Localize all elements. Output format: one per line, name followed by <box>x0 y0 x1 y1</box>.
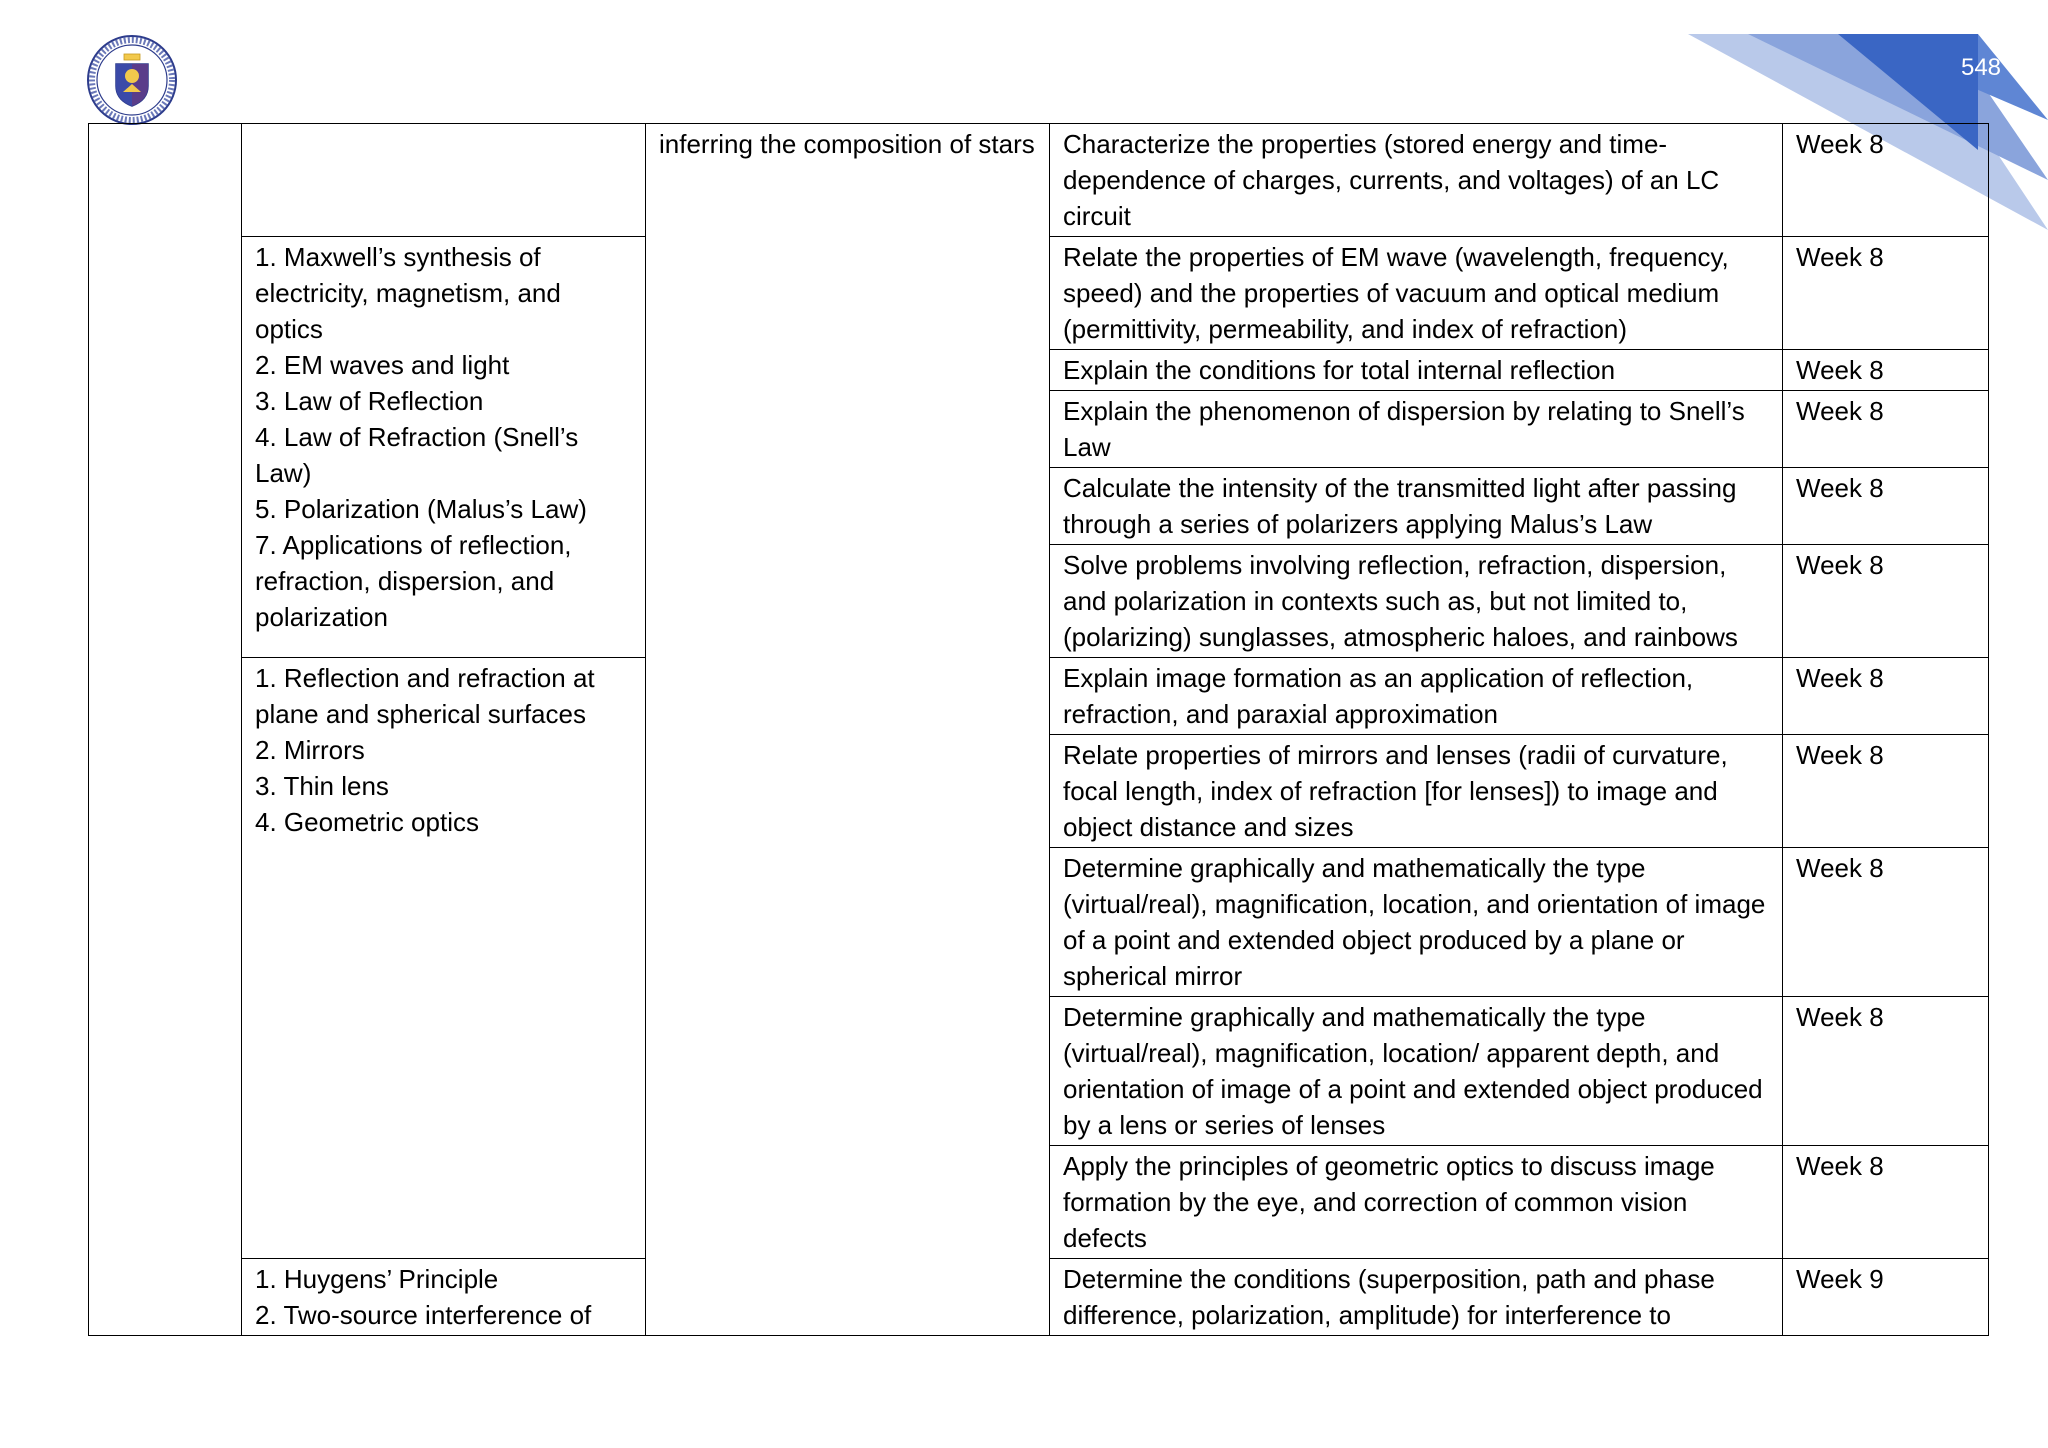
topic-item: 7. Applications of reflection, refraction, dispersion, and polarization <box>255 530 572 632</box>
topics-cell <box>242 658 646 1259</box>
week-cell: Week 8 <box>1783 237 1989 350</box>
topics-cell <box>242 1259 646 1336</box>
table-row <box>89 124 1989 237</box>
competency-cell: Relate properties of mirrors and lenses (radii of curvature, focal length, index of refraction [for lenses]) to image and object distance and sizes <box>1050 735 1783 848</box>
competency-cell: Apply the principles of geometric optics to discuss image formation by the eye, and correction of common vision defects <box>1050 1146 1783 1259</box>
topic-item: 1. Reflection and refraction at plane and spherical surfaces <box>255 663 595 729</box>
topic-item: 3. Thin lens <box>255 771 389 801</box>
competency-cell: Explain image formation as an application of reflection, refraction, and paraxial approximation <box>1050 658 1783 735</box>
competency-cell: Explain the phenomenon of dispersion by relating to Snell’s Law <box>1050 391 1783 468</box>
week-cell: Week 9 <box>1783 1259 1989 1336</box>
topic-item: 3. Law of Reflection <box>255 386 484 416</box>
topic-item: 2. Two-source interference of <box>255 1300 592 1330</box>
page-number: 548 <box>1960 54 2002 81</box>
week-cell: Week 8 <box>1783 658 1989 735</box>
competency-cell: Solve problems involving reflection, refraction, dispersion, and polarization in contexts such as, but not limited to, (polarizing) sunglasses, atmospheric haloes, and rainbows <box>1050 545 1783 658</box>
week-cell: Week 8 <box>1783 391 1989 468</box>
deped-seal-logo <box>86 34 178 126</box>
week-cell: Week 8 <box>1783 468 1989 545</box>
curriculum-table <box>88 123 1989 1336</box>
competency-cell: Determine graphically and mathematically the type (virtual/real), magnification, location/ apparent depth, and orientation of image of a point and extended object produced by a lens or series of lenses <box>1050 997 1783 1146</box>
week-cell: Week 8 <box>1783 545 1989 658</box>
competency-cell: Relate the properties of EM wave (wavelength, frequency, speed) and the properties of vacuum and optical medium (permittivity, permeability, and index of refraction) <box>1050 237 1783 350</box>
week-cell: Week 8 <box>1783 997 1989 1146</box>
competency-cell: Characterize the properties (stored energy and time-dependence of charges, currents, and voltages) of an LC circuit <box>1050 124 1783 237</box>
content-standard-cell: inferring the composition of stars <box>646 124 1050 1336</box>
topic-item: 4. Law of Refraction (Snell’s Law) <box>255 422 579 488</box>
topics-cell <box>242 124 646 237</box>
topic-item: 1. Maxwell’s synthesis of electricity, magnetism, and optics <box>255 242 561 344</box>
topic-item: 4. Geometric optics <box>255 807 479 837</box>
competency-cell: Explain the conditions for total internal reflection <box>1050 350 1783 391</box>
week-cell: Week 8 <box>1783 350 1989 391</box>
week-cell: Week 8 <box>1783 124 1989 237</box>
topic-item: 5. Polarization (Malus’s Law) <box>255 494 587 524</box>
week-cell: Week 8 <box>1783 848 1989 997</box>
competency-cell: Calculate the intensity of the transmitted light after passing through a series of polarizers applying Malus’s Law <box>1050 468 1783 545</box>
topics-cell <box>242 237 646 658</box>
competency-cell: Determine the conditions (superposition, path and phase difference, polarization, amplitude) for interference to <box>1050 1259 1783 1336</box>
topic-item: 2. Mirrors <box>255 735 365 765</box>
competency-cell: Determine graphically and mathematically the type (virtual/real), magnification, location, and orientation of image of a point and extended object produced by a plane or spherical mirror <box>1050 848 1783 997</box>
topic-item: 1. Huygens’ Principle <box>255 1264 499 1294</box>
week-cell: Week 8 <box>1783 735 1989 848</box>
grade-quarter-cell <box>89 124 242 1336</box>
week-cell: Week 8 <box>1783 1146 1989 1259</box>
topic-item: 2. EM waves and light <box>255 350 510 380</box>
